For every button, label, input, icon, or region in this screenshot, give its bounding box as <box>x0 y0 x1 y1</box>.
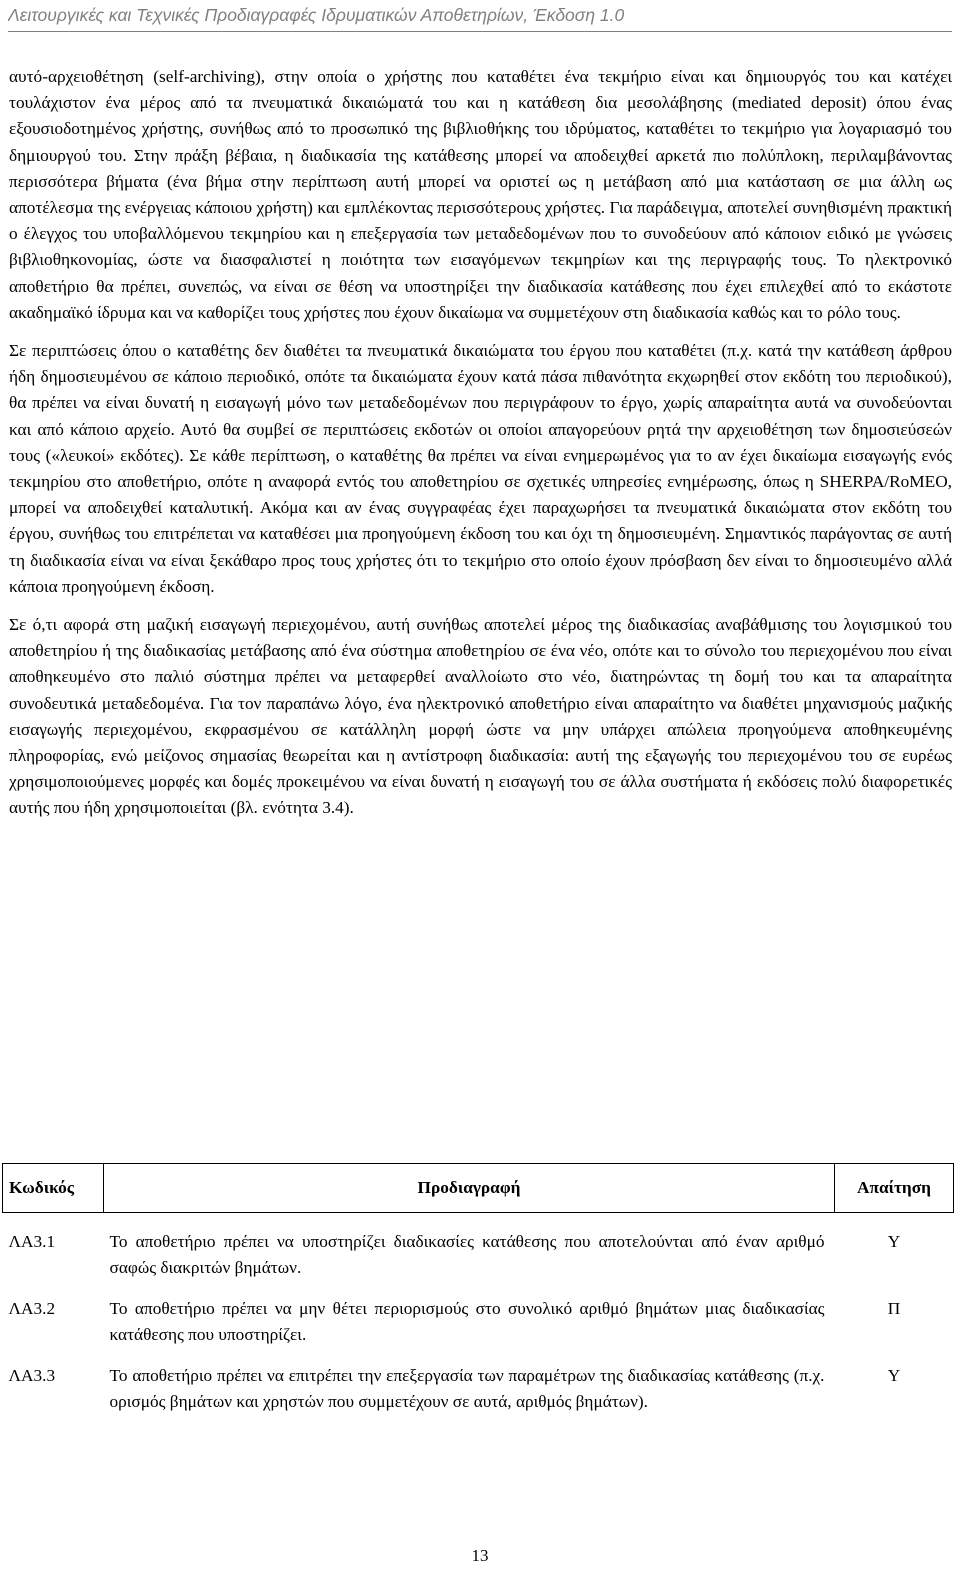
cell-spec: Το αποθετήριο πρέπει να υποστηρίζει διαδικασίες κατάθεσης που αποτελούνται από έναν αριθμό σαφώς διακριτών βημάτων. <box>109 1232 825 1277</box>
cell-requirement: Π <box>887 1299 901 1318</box>
body-text <box>9 64 952 834</box>
paragraph: Σε ό,τι αφορά στη μαζική εισαγωγή περιεχομένου, αυτή συνήθως αποτελεί μέρος της διαδικασίας αναβάθμισης του λογισμικού του αποθετηρίου ή της διαδικασίας μετάβασης από ένα σύστημα αποθετηρίου σε ένα νέο, οπότε και το σύνολο του περιεχομένου που είναι αποθηκευμένο στο παλιό σύστημα πρέπει να μεταφερθεί αναλλοίωτο στο νέο, διατηρώντας τη δομή του και τα απαραίτητα συνοδευτικά μεταδεδομένα. Για τον παραπάνω λόγο, ένα ηλεκτρονικό αποθετήριο είναι απαραίτητο να διαθέτει μηχανισμούς μαζικής εισαγωγής περιεχομένου, εκφρασμένου σε κατάλληλη μορφή ώστε να μην υπάρχει απώλεια προηγούμενα αποθηκευμένης πληροφορίας, ενώ μείζονος σημασίας θεωρείται και η αντίστροφη διαδικασία: αυτή της εξαγωγής του περιεχομένου του σε ευρέως χρησιμοποιούμενες μορφές και δομές προκειμένου να είναι δυνατή η εισαγωγή του σε άλλα συστήματα ή εκδόσεις πολύ διαφορετικές αυτής που ήδη χρησιμοποιείται (βλ. ενότητα 3.4). <box>9 615 952 818</box>
cell-code: ΛΑ3.1 <box>8 1232 56 1251</box>
requirements-table <box>2 1163 954 1425</box>
column-header-spec: Προδιαγραφή <box>104 1164 835 1213</box>
cell-spec: Το αποθετήριο πρέπει να μην θέτει περιορισμούς στο συνολικό αριθμό βημάτων μιας διαδικασίας κατάθεσης που υποστηρίζει. <box>109 1299 825 1344</box>
page-number: 13 <box>471 1546 489 1565</box>
table-header-row <box>3 1164 954 1213</box>
table-row <box>3 1291 954 1358</box>
cell-requirement: Υ <box>887 1366 901 1385</box>
cell-code: ΛΑ3.2 <box>8 1299 56 1318</box>
column-header-requirement: Απαίτηση <box>835 1164 954 1213</box>
cell-requirement: Υ <box>887 1232 901 1251</box>
header-divider <box>8 31 952 32</box>
cell-spec: Το αποθετήριο πρέπει να επιτρέπει την επεξεργασία των παραμέτρων της διαδικασίας κατάθεσης (π.χ. ορισμός βημάτων και χρηστών που συμμετέχουν σε αυτά, αριθμός βημάτων). <box>109 1366 825 1411</box>
cell-code: ΛΑ3.3 <box>8 1366 56 1385</box>
table-row <box>3 1213 954 1292</box>
running-header: Λειτουργικές και Τεχνικές Προδιαγραφές Ιδρυματικών Αποθετηρίων, Έκδοση 1.0 <box>8 5 625 25</box>
paragraph: αυτό-αρχειοθέτηση (self-archiving), στην οποία ο χρήστης που καταθέτει ένα τεκμήριο είναι και δημιουργός του και κατέχει τουλάχιστον ένα μέρος από τα πνευματικά δικαιώματά του και η κατάθεση δια μεσολάβησης (mediated deposit) όπου ένας εξουσιοδοτημένος χρήστης, συνήθως από το προσωπικό της βιβλιοθήκης του ιδρύματος, καταθέτει το τεκμήριο για λογαριασμό του δημιουργού του. Στην πράξη βέβαια, η διαδικασία της κατάθεσης μπορεί να αποδειχθεί αρκετά πιο πολύπλοκη, περιλαμβάνοντας περισσότερα βήματα (ένα βήμα στην περίπτωση αυτή μπορεί να οριστεί ως η μετάβαση από μια κατάσταση σε μια άλλη ως αποτέλεσμα της ενέργειας κάποιου χρήστη) και εμπλέκοντας περισσότερους χρήστες. Για παράδειγμα, αποτελεί συνηθισμένη πρακτική ο έλεγχος του υποβαλλόμενου τεκμηρίου και η επεξεργασία των μεταδεδομένων που το συνοδεύουν από κάποιον ειδικό με γνώσεις βιβλιοθηκονομίας, ώστε να διασφαλιστεί η ποιότητα των εισαγόμενων τεκμηρίων και της περιγραφής τους. Το ηλεκτρονικό αποθετήριο θα πρέπει, συνεπώς, να είναι σε θέση να υποστηρίξει την διαδικασία κατάθεσης που έχει επιλεχθεί από το εκάστοτε ακαδημαϊκό ίδρυμα και να καθορίζει τους χρήστες που έχουν δικαίωμα να συμμετέχουν στη διαδικασία καθώς και το ρόλο τους. <box>9 67 952 322</box>
column-header-code: Κωδικός <box>3 1164 104 1213</box>
table-row <box>3 1358 954 1425</box>
paragraph: Σε περιπτώσεις όπου ο καταθέτης δεν διαθέτει τα πνευματικά δικαιώματα του έργου που καταθέτει (π.χ. κατά την κατάθεση άρθρου ήδη δημοσιευμένου σε κάποιο περιοδικό, οπότε τα δικαιώματα έχουν κατά πάσα πιθανότητα εκχωρηθεί στον εκδότη του περιοδικού), θα πρέπει να είναι δυνατή η εισαγωγή μόνο των μεταδεδομένων που περιγράφουν το έργο, χωρίς απαραίτητα αυτά να συνοδεύονται και από κάποιο αρχείο. Αυτό θα συμβεί σε περιπτώσεις εκδοτών οι οποίοι απαγορεύουν ρητά την αρχειοθέτηση των δημοσιεύσεών τους («λευκοί» εκδότες). Σε κάθε περίπτωση, ο καταθέτης θα πρέπει να είναι ενημερωμένος για το αν έχει δικαίωμα εισαγωγής ενός τεκμηρίου στο αποθετήριο, οπότε η αναφορά εντός του αποθετηρίου σε σχετικές υπηρεσίες ενημέρωσης, όπως η SHERPA/RoMEO, μπορεί να αποδειχθεί καταλυτική. Ακόμα και αν ένας συγγραφέας έχει παραχωρήσει τα πνευματικά δικαιώματα στον εκδότη του έργου, συνήθως του επιτρέπεται να καταθέσει μια προηγούμενη έκδοση του και όχι τη δημοσιευμένη. Σημαντικός παράγοντας σε αυτή τη διαδικασία είναι να είναι ξεκάθαρο προς τους χρήστες ότι το τεκμήριο στο οποίο έχουν πρόσβαση δεν είναι το δημοσιευμένο αλλά κάποια προηγούμενη έκδοση. <box>9 341 952 596</box>
